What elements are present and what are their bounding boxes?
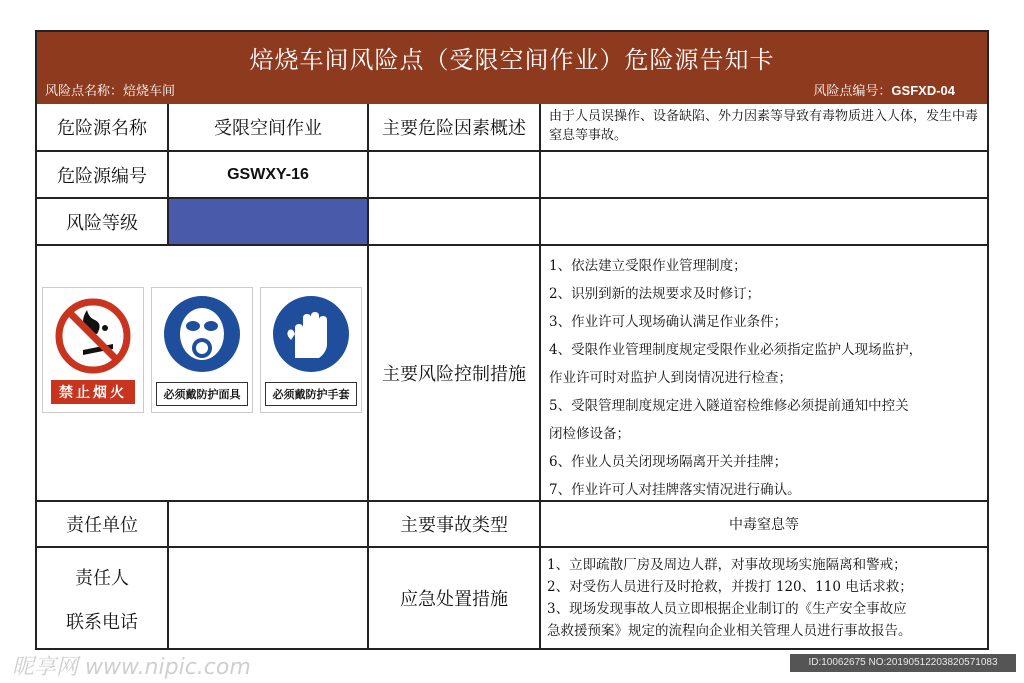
gloves-icon	[261, 292, 361, 382]
control-measure-line: 5、受限管理制度规定进入隧道窑检维修必须提前通知中控关	[549, 398, 909, 414]
control-measure-line: 7、作业许可人对挂牌落实情况进行确认。	[549, 482, 801, 498]
empty-cell	[541, 152, 987, 199]
empty-cell	[541, 199, 987, 246]
accident-type-label: 主要事故类型	[369, 502, 541, 548]
sign-caption: 禁止烟火	[51, 380, 135, 404]
empty-cell	[369, 199, 541, 246]
gas-mask-sign	[151, 287, 253, 413]
risk-point-code-value: GSFXD-04	[891, 83, 955, 98]
risk-point-code	[813, 80, 955, 99]
emergency-measure-line: 急救援预案》规定的流程向企业相关管理人员进行事故报告。	[547, 623, 912, 639]
accident-type-value: 中毒窒息等	[541, 502, 987, 548]
emergency-measure-line: 1、立即疏散厂房及周边人群，对事故现场实施隔离和警戒；	[547, 557, 907, 573]
hazard-code-label: 危险源编号	[37, 152, 169, 199]
contact-label-cell	[37, 548, 169, 648]
risk-level-color-block	[169, 199, 369, 246]
image-id-bar: ID:10062675 NO:20190512203820571083	[790, 654, 1016, 672]
control-measure-line: 4、受限作业管理制度规定受限作业必须指定监护人现场监护，	[549, 342, 923, 358]
card-header	[37, 32, 987, 104]
emergency-measure-line: 2、对受伤人员进行及时抢救，并拨打 120、110 电话求救；	[547, 579, 913, 595]
phone-label: 联系电话	[66, 612, 138, 633]
empty-cell	[369, 152, 541, 199]
emergency-label: 应急处置措施	[369, 548, 541, 648]
control-measure-line: 3、作业许可人现场确认满足作业条件；	[549, 314, 788, 330]
gloves-sign	[260, 287, 362, 413]
control-measure-line: 2、识别到新的法规要求及时修订；	[549, 286, 761, 302]
risk-point-name: 风险点名称：焙烧车间	[45, 84, 176, 99]
factors-text: 由于人员误操作、设备缺陷、外力因素等导致有毒物质进入人体，发生中毒窒息等事故。	[541, 104, 987, 152]
card-title: 焙烧车间风险点（受限空间作业）危险源告知卡	[249, 46, 775, 74]
gas-mask-icon	[152, 292, 252, 382]
hazard-name-label: 危险源名称	[37, 104, 169, 152]
risk-point-code-label: 风险点编号：	[813, 83, 892, 98]
responsible-unit-value	[169, 502, 369, 548]
risk-level-label: 风险等级	[37, 199, 169, 246]
control-measure-line: 6、作业人员关闭现场隔离开关并挂牌；	[549, 454, 788, 470]
hazard-name-value: 受限空间作业	[169, 104, 369, 152]
contact-value	[169, 548, 369, 648]
person-label: 责任人	[75, 568, 129, 589]
no-fire-sign	[42, 287, 144, 413]
sign-caption: 必须戴防护手套	[265, 382, 357, 406]
emergency-measure-line: 3、现场发现事故人员立即根据企业制订的《生产安全事故应	[547, 601, 907, 617]
emergency-measures	[541, 548, 987, 648]
control-measures	[541, 246, 987, 502]
control-label: 主要风险控制措施	[369, 246, 541, 502]
control-measure-line: 作业许可时对监护人到岗情况进行检查；	[549, 370, 792, 386]
responsible-unit-label: 责任单位	[37, 502, 169, 548]
control-measure-line: 闭检修设备；	[549, 426, 630, 442]
no-fire-icon	[43, 292, 143, 382]
sign-caption: 必须戴防护面具	[156, 382, 248, 406]
factors-label: 主要危险因素概述	[369, 104, 541, 152]
control-measure-line: 1、依法建立受限作业管理制度；	[549, 258, 747, 274]
watermark-text: 昵享网 www.nipic.com	[12, 655, 251, 680]
hazard-code-value: GSWXY-16	[169, 152, 369, 199]
